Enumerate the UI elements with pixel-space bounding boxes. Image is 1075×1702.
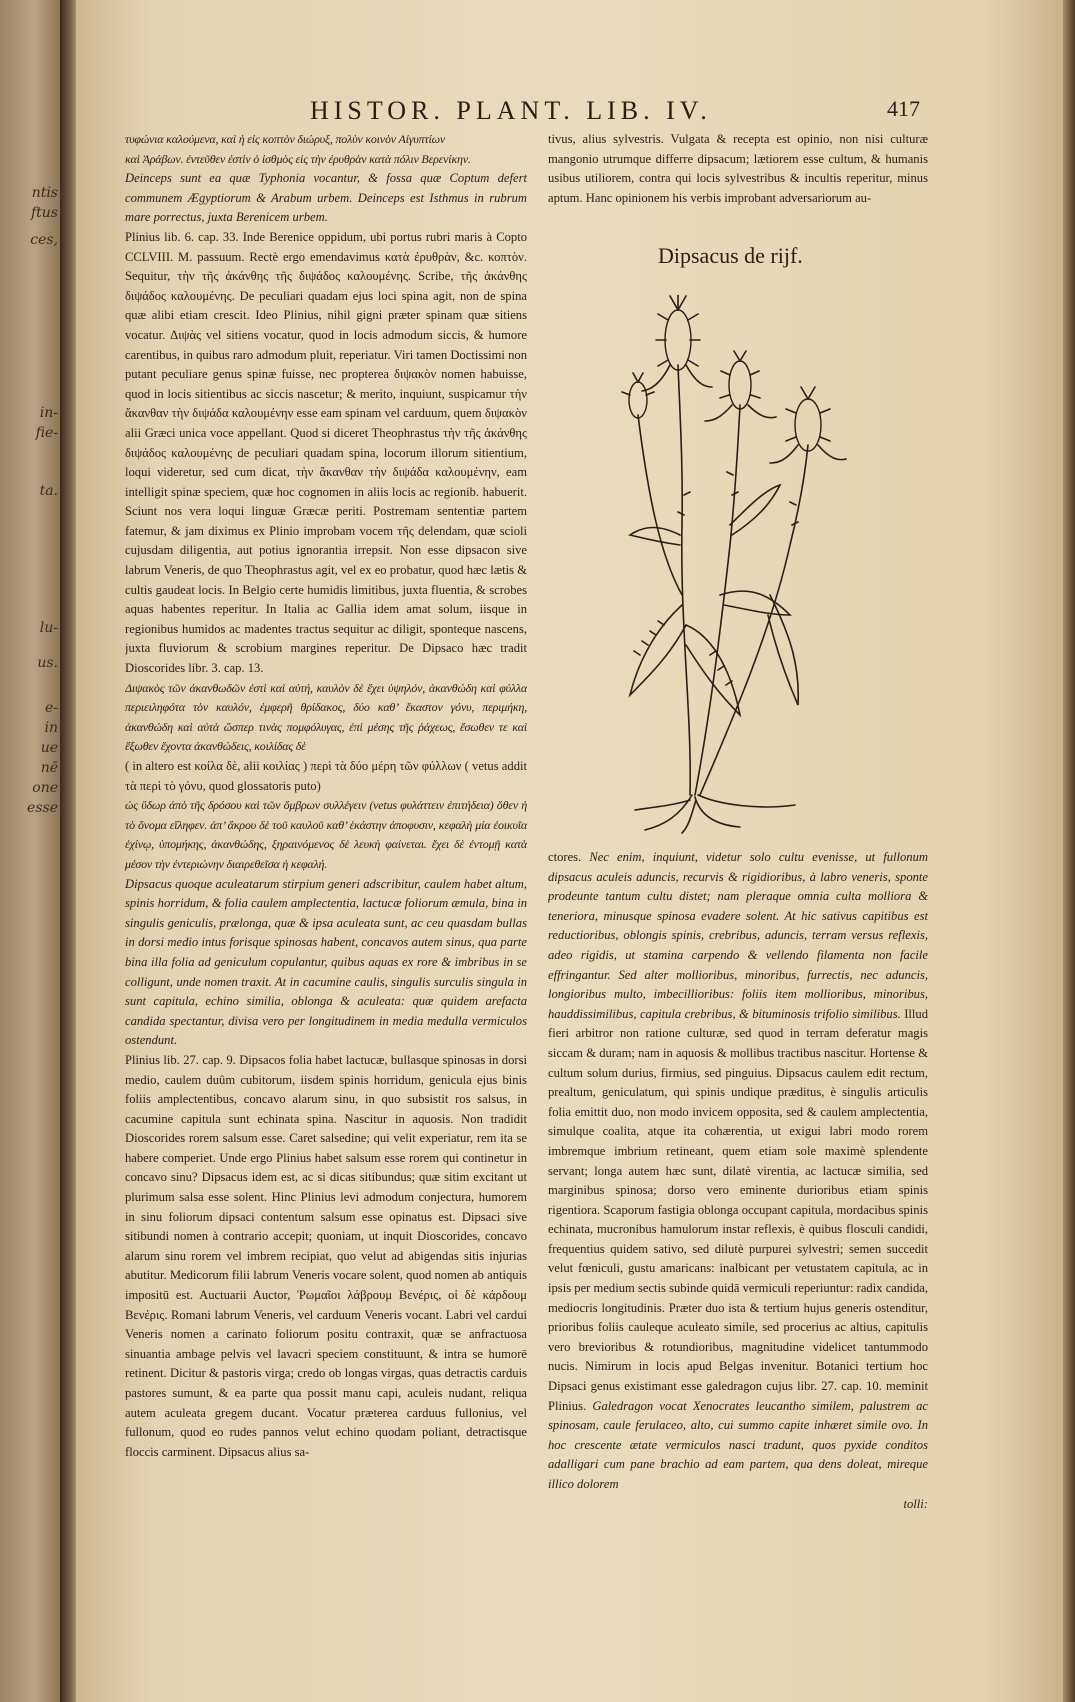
margin-fragment: ta. (39, 483, 58, 499)
margin-fragment: fie- (35, 425, 58, 441)
greek-text: τυφώνια καλούμενα, καὶ ἡ εἰς κοπτὸν διώρυξ, πολὺν κοινὸν Αἰγυπτίων (125, 132, 445, 146)
paragraph: Plinius lib. 27. cap. 9. Dipsacos folia habet lactucæ, bullasque spinosas in dorsi medio, caulem duûm cubitorum, iisdem spinis horridum, genicula ejus binis foliis amplectentibus, concavo alarum sinu, in quo subsistit ros salsus, in cacumine capitula sunt echinata spina. Nascitur in aquosis. Non tradidit Dioscorides rorem salsum esse. Caret salsedine; qui velit experiatur, rem ita se habere comperiet. Unde ergo Plinius habet salsum esse rorem qui continetur in concavo sinu? Dipsacus idem est, ac si dicas sitibundus; quæ sitim excitant ut plurimum salsa esse solent. Hinc Plinius levi admodum conjectura, humorem in sinu foliorum dipsaci contentum salsum esse opinatus est. Dipsaci sive sitibundi nomen à contrario accepit; quoniam, ut inquit Dioscorides, concavo alarum sinu rorem vel imbrem recipiat, quo velut ad abigendas sitis injurias abutitur. Medicorum filii labrum Veneris vocare solent, quod nomen ab antiquis impositū est. Auctuarii Auctor, Ῥωμαῖοι λάβρουμ Βενέρις, οἱ δὲ κάρδουμ Βενέρις. Romani labrum Veneris, vel carduum Veneris vocant. Labri vel cardui Veneris nomen a carinato foliorum positu contraxit, quæ se anfractuosa sinuantia ambage pelvis vel lavacri speciem constituunt, & intra se humorē retinent. Dicitur & pastoris virga; credo ob longas virgas, quas detractis carduis pastores sumunt, & ea parte qua possit manu capi, aculeis nudant, reliqua autem aculeata gregem ducant. Vocatur præterea carduus fullonius, vel fullonum, quod eo rudes pannos velut echino quodam poliant, detractisque floccis carminent. Dipsacus alius sa- (125, 1052, 527, 1459)
paragraph: Plinius lib. 6. cap. 33. Inde Berenice oppidum, ubi portus rubri maris à Copto CCLVIII. M. passuum. Rectè ergo emendavimus κατὰ ἐρυθρὰν, &c. κοπτὸν. Sequitur, τὴν τῆς ἀκάνθης τῆς διψάδος καλουμένης. Scribe, τῆς ἀκάνθης διψάδος καλουμένης. De peculiari quadam ejus loci spina agit, non de spina quæ alibi etiam crescit. Ideo Plinius, nihil gigni præter spinam quæ sitiens vocatur. Διψὰς vel sitiens vocatur, quod in locis admodum siccis, & humore carentibus, in quibus raro admodum pluit, reperiatur. Viri tamen Doctissimi non putant peculiare genus spinæ fuisse, nec propterea διψακὸν nomen habuisse, quod in locis sitientibus ac siccis nascetur; & merito, inquiunt, suspicamur τὴν ἄκανθαν τὴν διψάδα καλουμένην esse eam spinam vel carduum, quem διψακὸν alii Græci unica voce appellant. Quod si diceret Theophrastus τὴν τῆς ἀκάνθης διψάδος καλουμένης de peculiari quadam spina, locorum illorum sitientium, loqui videretur, sed cum dicat, τὴν ἄκανθαν τὴν διψάδα καλουμένην, eam intelligit spinæ speciem, quæ hoc cognomen in aliis locis ac regionib. habuerit. Sciunt nos vera loqui linguæ Græcæ periti. Postremam sententiæ partem fatemur, & jam diximus ex Plinio improbam vocem τῆς delendam, quæ scioli cujusdam diligentia, aut potius ignorantia irrepsit. Non esse dipsacon sive labrum Veneris, de quo Theophrastus agit, vel ex eo probatur, quod hæc lætis & cultis gaudeat locis. In Belgio certe humidis limitibus, juxta fluentia, & scrobes aquas habentes reperitur. In Italia ac Gallia idem amat solum, iisque in regionibus humidos ac madentes tractus sequitur ac diligit, sponteque nascens, juxta fluviorum & scrobium margines reperitur. De Dipsaco hæc tradit Dioscorides libr. 3. cap. 13. (125, 229, 527, 676)
dipsacus-plant-illustration (620, 295, 880, 835)
page-number: 417 (887, 96, 920, 121)
margin-fragment: esse (27, 800, 58, 816)
catchword: tolli: (903, 1496, 928, 1511)
italic-translation: Deinceps sunt ea quæ Typhonia vocantur, & fossa quæ Coptum defert communem Ægyptiorum & Arabum urbem. Deinceps est Isthmus in rubrum mare porrectus, juxta Berenicem urbem. (125, 171, 527, 225)
facing-page-edge (0, 0, 62, 1702)
margin-fragment: in- (39, 405, 58, 421)
margin-fragment: one (32, 780, 58, 796)
greek-text: καὶ Ἀράβων. ἐντεῦθεν ἐστὶν ὁ ἰσθμὸς εἰς τὴν ἐρυθρὰν κατὰ πόλιν Βερενίκην. (125, 151, 471, 166)
italic-quote: Galedragon vocat Xenocrates leucantho similem, palustrem ac spinosam, caule ferulaceo, alto, cui summo capite inhæret simile ovo. In hoc crescente ætate vermiculos nasci tradunt, quos pyxide conditos adalligari cum pane brachio ad eam partem, qua dens doleat, mireque illico dolorem (548, 1398, 928, 1491)
margin-fragment: ntis (31, 185, 58, 201)
right-column-top-text: tivus, alius sylvestris. Vulgata & recepta est opinio, non nisi culturæ mangonio utrumque differre dipsacum; lætiorem esse cultum, & humanis usibus utiliorem, contra qui locis sylvestribus & incultis reperitur, minus aptum. Hanc opinionem his verbis improbant adversariorum au- (548, 132, 928, 205)
figure-caption: Dipsacus de rijf. (658, 243, 803, 268)
page-edge (1063, 0, 1075, 1702)
running-header: HISTOR. PLANT. LIB. IV. (310, 96, 712, 125)
greek-text: ὡς ὕδωρ ἀπὸ τῆς δρόσου καὶ τῶν ὄμβρων συλλέγειν (vetus φυλάττειν ἐπιτήδεια) ὅθεν ἡ τὸ ὄνομα εἴληφεν. ἀπ’ ἄκρου δὲ τοῦ καυλοῦ καθ’ ἑκάστην ἀποφυσιν, κεφαλὴ μία ἐοικυῖα ἐχίνῳ, ὑπομήκης, ἀκανθώδης, ξηραινόμενος δὲ λευκὴ φαίνεται. ἔχει δὲ ἐντομῇ κατὰ μέσον τὴν ἐντεριώνην διαιρεθεῖσα ἡ κεφαλή. (125, 798, 527, 871)
italic-translation: Dipsacus quoque aculeatarum stirpium generi adscribitur, caulem habet altum, spinis horridum, & folia caulem amplectentia, lactucæ foliorum æmula, bina in singulis geniculis, prælonga, quæ & ipsa aculeata sunt, ac ceu quasdam bullas in dorsi medio intus forisque spinosas habent, concavos autem sinus, qua parte bina illa folia ad geniculum copulantur, quibus aquas ex rore & imbribus in se colligunt, unde nomen traxit. At in cacumine caulis, singulis surculis singula in sunt capitula, echino similia, oblonga & aculeata: quæ quidem arefacta candida spectantur, divisa vero per longitudinem in media medulla vermiculos ostendunt. (125, 876, 527, 1048)
italic-quote: Nec enim, inquiunt, videtur solo cultu evenisse, ut fullonum dipsacus aculeis aduncis, recurvis & rigidioribus, à labro veneris, sponte prodeunte tantum cultu distet; nam pleraque omnia culta molliora & teneriora, minusque spinosa evadere solent. At hic sativus capitibus est reductioribus, oblongis spinis, crebribus, aduncis, terram versus reflexis, adeo rigidis, ut stamina carpendo & vellendo filamenta non facile effringantur. Sed alter mollioribus, minoribus, furrectis, nec aduncis, longioribus multo, imbecillioribus: foliis item mollioribus, minoribus, hauddissimilibus, capitula crebribus, & bituminosis trifolio similibus. (548, 850, 928, 1021)
margin-fragment: e- (44, 700, 58, 716)
paragraph: ( in altero est κοίλα δὲ, alii κοιλίας ) περὶ τὰ δύο μέρη τῶν φύλλων ( vetus addit τὰ περὶ τὸ γόνυ, quod glossatoris puto) (125, 759, 527, 793)
paragraph (548, 848, 928, 1495)
margin-fragment: in (44, 720, 58, 736)
paragraph: ctores. (548, 850, 582, 864)
margin-fragment: nē (40, 760, 58, 776)
margin-fragment: ue (40, 740, 58, 756)
margin-fragment: ces, (30, 232, 58, 248)
margin-fragment: us. (37, 655, 58, 671)
left-column-text (125, 130, 527, 1690)
margin-fragment: lu- (39, 620, 58, 636)
paragraph: Illud fieri arbitror non ratione culturæ, sed quod in terram deferatur magis siccam & duram; nam in aquosis & mollibus tractibus nascitur. Hortense & cultum solum durius, firmius, sed pinguius. Dipsacus caulem edit rectum, prealtum, geniculatum, qui spinis undique præditus, è singulis articulis folia emittit duo, non modo invicem opposita, sed & caulem amplectentia, simulque coalita, atque ita cohærentia, ut exigui labri modo rorem imbremque imbrium retineant, quem etiam sole maximè splendente servant; longa autem hæc sunt, dilatè virentia, ac lactucæ similia, sed marginibus spinosa; dorso vero eminente durioribus etiam spinis rigentiora. Scaporum fastigia oblonga occupant capitula, mordacibus spinis echinata, mucronibus hamulorum instar reflexis, è quibus flosculi candidi, frequentius quidem sativo, sed dilutè purpurei sylvestri; semen succedit velut fœniculi, gustu amaricans: inalbicant per vetustatem capitula, ac in ipsis per medium sectis subinde quidā vermiculi reperiuntur: radix candida, mediocris longitudinis. Præter duo ista & tertium hujus generis ostenditur, prioribus foliis cauleque aculeato simile, sed procerius ac altius, capitulis vero brevioribus & rotundioribus, magnitudine videlicet tantummodo nucis. Nimirum in locis apud Belgas invenitur. Botanici tertium hoc Dipsaci genus existimant esse galedragon cujus libr. 27. cap. 10. meminit Plinius. (548, 1006, 928, 1413)
greek-text: Διψακὸς τῶν ἀκανθωδῶν ἐστὶ καὶ αὐτή, καυλὸν δὲ ἔχει ὑψηλόν, ἀκανθώδη καὶ φύλλα περιειληφότα τὸν καυλόν, ἐμφερῆ θρίδακος, δύο καθ’ ἕκαστον γόνυ, περιμήκη, ἀκανθώδη καὶ αὐτὰ ὥσπερ τινὰς πομφόλυγας, ἐπὶ μέσης τῆς ῥάχεως, ἔσωθεν τε καὶ ἔξωθεν ἔχοντα ἀκανθώδεις, κοιλίδας δὲ (125, 680, 527, 754)
margin-fragment: ftus (30, 205, 58, 221)
right-column-bottom-text (548, 848, 928, 1690)
